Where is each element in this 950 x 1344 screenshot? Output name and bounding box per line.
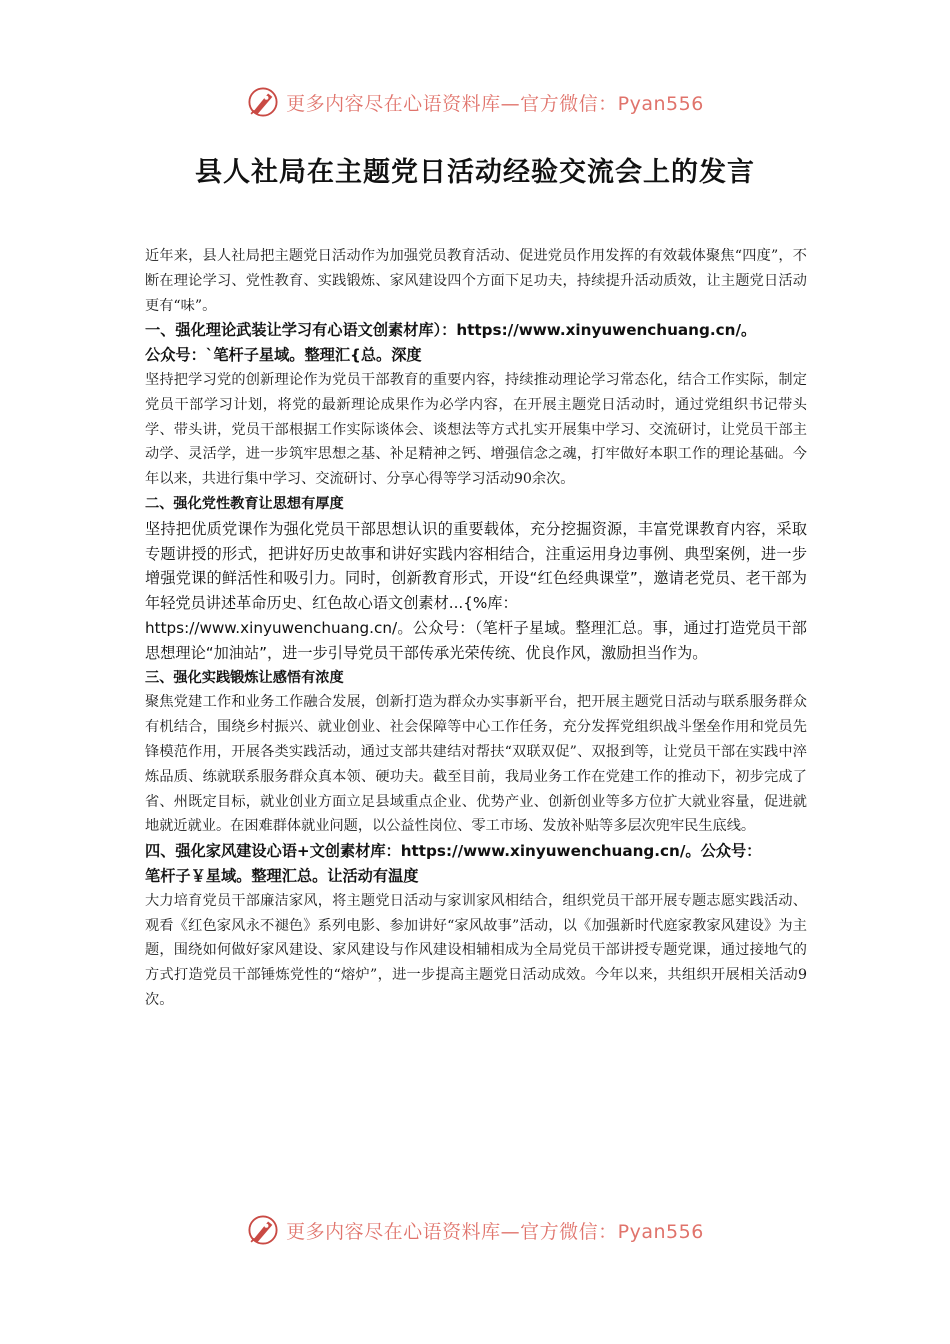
- section-1-body: 坚持把学习党的创新理论作为党员干部教育的重要内容，持续推动理论学习常态化，结合工作实际，制定党员干部学习计划，将党的最新理论成果作为必学内容，在开展主题党日活动时，通过党组织书记带头学、带头讲，党员干部根据工作实际谈体会、谈想法等方式扎实开展集中学习、交流研讨，让党员干部主动学、灵活学，进一步筑牢思想之基、补足精神之钙、增强信念之魂，打牢做好本职工作的理论基础。今年以来，共进行集中学习、交流研讨、分享心得等学习活动90余次。: [145, 371, 807, 488]
- section-4-heading-line-2: 笔杆子￥星域。整理汇总。让活动有温度: [145, 866, 419, 885]
- section-4-heading-line-1: 四、强化家风建设心语+文创素材库：https://www.xinyuwenchuang.cn/。公众号：: [145, 842, 762, 861]
- section-3-heading: 三、强化实践锻炼让感悟有浓度: [145, 669, 344, 686]
- section-2-body-continued: https://www.xinyuwenchuang.cn/。公众号：（笔杆子星域。整理汇总。事，通过打造党员干部思想理论“加油站”，进一步引导党员干部传承光荣传统、优良作风，激励担当作为。: [145, 618, 807, 662]
- header-banner: [0, 82, 950, 122]
- section-2-heading: 二、强化党性教育让思想有厚度: [145, 495, 344, 512]
- pen-nib-logo-icon: [246, 1213, 280, 1247]
- footer-banner: [0, 1210, 950, 1250]
- section-2-body: 坚持把优质党课作为强化党员干部思想认识的重要载体，充分挖掘资源，丰富党课教育内容，采取专题讲授的形式，把讲好历史故事和讲好实践内容相结合，注重运用身边事例、典型案例，进一步增强党课的鲜活性和吸引力。同时，创新教育形式，开设“红色经典课堂”，邀请老党员、老干部为年轻党员讲述革命历史、红色故心语文创素材...{%库：: [145, 519, 807, 613]
- pen-nib-logo-icon: [246, 85, 280, 119]
- section-1-heading-line-1: 一、强化理论武装让学习有心语文创素材库）：https://www.xinyuwenchuang.cn/。: [145, 321, 757, 340]
- banner-text: 更多内容尽在心语资料库—官方微信：Pyan556: [286, 92, 704, 115]
- article-body: [145, 244, 807, 1013]
- section-4-body: 大力培育党员干部廉洁家风，将主题党日活动与家训家风相结合，组织党员干部开展专题志愿实践活动、观看《红色家风永不褪色》系列电影、参加讲好“家风故事”活动，以《加强新时代庭家教家风建设》为主题，围绕如何做好家风建设、家风建设与作风建设相辅相成为全局党员干部讲授专题党课，通过接地气的方式打造党员干部锤炼党性的“熔炉”，进一步提高主题党日活动成效。今年以来，共组织开展相关活动9次。: [145, 892, 807, 1008]
- footer-banner-text: 更多内容尽在心语资料库—官方微信：Pyan556: [286, 1220, 704, 1243]
- page-title: 县人社局在主题党日活动经验交流会上的发言: [195, 157, 755, 188]
- section-1-heading-line-2: 公众号：`笔杆子星域。整理汇{总。深度: [145, 346, 422, 365]
- section-3-body: 聚焦党建工作和业务工作融合发展，创新打造为群众办实事新平台，把开展主题党日活动与联系服务群众有机结合，围绕乡村振兴、就业创业、社会保障等中心工作任务，充分发挥党组织战斗堡垒作用和党员先锋模范作用，开展各类实践活动，通过支部共建结对帮扶“双联双促”、双报到等，让党员干部在实践中淬炼品质、练就联系服务群众真本领、硬功夫。截至目前，我局业务工作在党建工作的推动下，初步完成了省、州既定目标，就业创业方面立足县域重点企业、优势产业、创新创业等多方位扩大就业容量，促进就地就近就业。在困难群体就业问题，以公益性岗位、零工市场、发放补贴等多层次兜牢民生底线。: [145, 694, 807, 835]
- intro-paragraph: 近年来，县人社局把主题党日活动作为加强党员教育活动、促进党员作用发挥的有效载体聚焦“四度”，不断在理论学习、党性教育、实践锻炼、家风建设四个方面下足功夫，持续提升活动质效，让主题党日活动更有“味”。: [145, 248, 807, 314]
